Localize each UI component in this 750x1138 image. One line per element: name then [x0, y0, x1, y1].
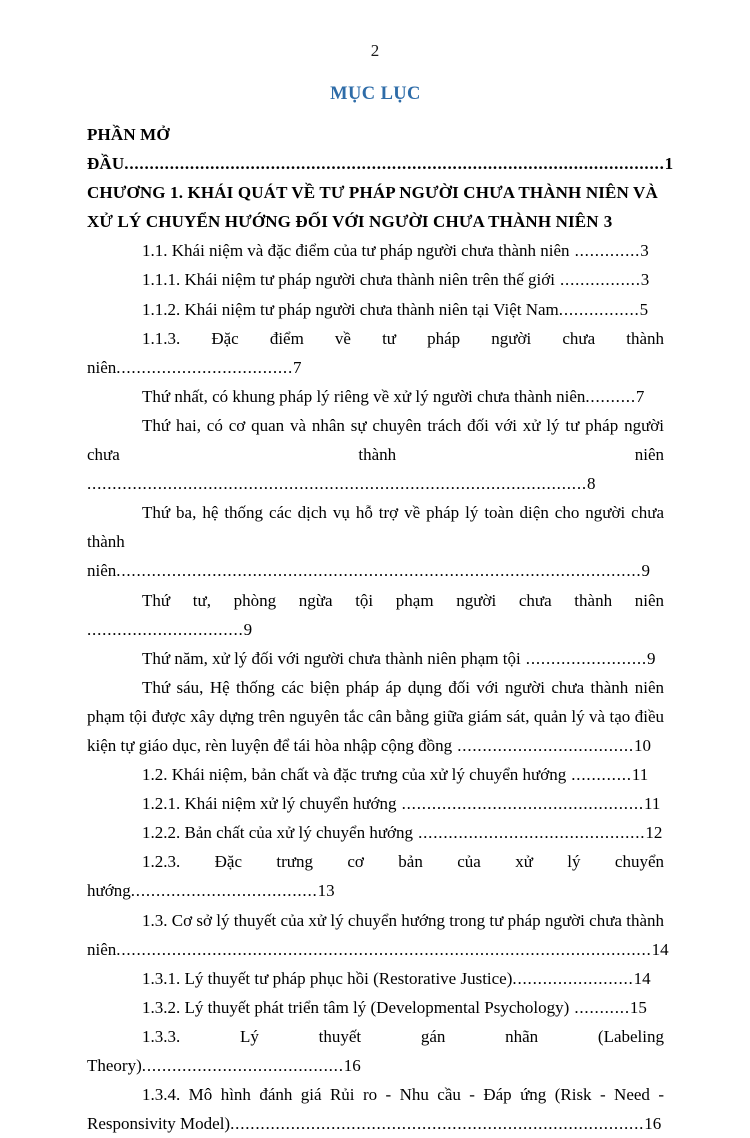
toc-entry[interactable]	[87, 411, 664, 498]
toc-entry[interactable]	[87, 964, 664, 993]
toc-dot-leader: .............	[569, 241, 641, 261]
toc-dot-leader: ...................................	[452, 735, 634, 755]
toc-page-number: 12	[645, 823, 663, 843]
toc-entry[interactable]	[87, 586, 664, 644]
toc-page-number: 7	[635, 386, 645, 406]
toc-entry[interactable]	[87, 993, 664, 1022]
toc-entry[interactable]	[87, 1080, 664, 1138]
toc-page-number: 9	[243, 619, 253, 639]
toc-entry[interactable]	[87, 644, 664, 673]
toc-entry-label: 1.1. Khái niệm và đặc điểm của tư pháp người chưa thành niên	[142, 241, 570, 261]
page-number-folio: 2	[370, 41, 380, 60]
toc-page-number: 1	[664, 154, 674, 174]
toc-page-number: 7	[293, 357, 302, 377]
toc-dot-leader: ...........................................................................................................	[124, 154, 665, 174]
toc-page-number: 16	[644, 1114, 662, 1134]
toc-dot-leader: ...................................................................................................	[87, 474, 587, 494]
toc-entry-label: CHƯƠNG 1. KHÁI QUÁT VỀ TƯ PHÁP NGƯỜI CHƯA THÀNH NIÊN VÀ XỬ LÝ CHUYỂN HƯỚNG ĐỐI VỚI NGƯỜI CHƯA THÀNH NIÊN	[87, 183, 658, 232]
toc-entry[interactable]	[87, 324, 664, 382]
toc-entry[interactable]	[87, 818, 664, 847]
toc-entry[interactable]	[87, 295, 664, 324]
toc-page-number: 3	[640, 241, 649, 261]
toc-entry-label: 1.2.2. Bản chất của xử lý chuyển hướng	[142, 823, 414, 843]
toc-content	[87, 82, 674, 1138]
toc-entry[interactable]	[87, 236, 664, 265]
toc-dot-leader: ................	[554, 270, 641, 290]
toc-entry-label: 1.2.3. Đặc trưng cơ bản của xử lý chuyển hướng	[87, 852, 664, 901]
toc-dot-leader: ........................................	[141, 1056, 344, 1075]
toc-page-number: 14	[651, 939, 669, 959]
toc-entry-label: Thứ tư, phòng ngừa tội phạm người chưa thành niên	[142, 590, 664, 610]
toc-entry-label: 1.2.1. Khái niệm xử lý chuyển hướng	[142, 794, 397, 814]
toc-dot-leader: ..................................................................................	[230, 1114, 645, 1134]
toc-entry-label: 1.3.1. Lý thuyết tư pháp phục hồi (Restorative Justice)	[142, 968, 513, 988]
toc-entry-label: Thứ năm, xử lý đối với người chưa thành niên phạm tội	[142, 648, 521, 668]
toc-entry[interactable]	[87, 673, 664, 760]
toc-entry-label: 1.1.2. Khái niệm tư pháp người chưa thành niên tại Việt Nam	[142, 299, 559, 319]
toc-entry-label: Thứ ba, hệ thống các dịch vụ hỗ trợ về pháp lý toàn diện cho người chưa thành niên	[87, 503, 664, 581]
toc-page-number: 10	[633, 735, 651, 755]
toc-dot-leader: .....................................	[130, 881, 318, 901]
toc-entry[interactable]	[87, 906, 669, 964]
toc-dot-leader: ...............................	[87, 619, 244, 639]
toc-entry-label: Thứ nhất, có khung pháp lý riêng về xử lý người chưa thành niên	[142, 386, 586, 406]
toc-entry-label: 1.1.3. Đặc điểm về tư pháp người chưa thành niên	[87, 328, 664, 377]
toc-entry-label: Thứ hai, có cơ quan và nhân sự chuyên trách đối với xử lý tư pháp người chưa thành niên	[87, 415, 664, 465]
toc-entry-label: 1.3. Cơ sở lý thuyết của xử lý chuyển hướng trong tư pháp người chưa thành niên	[87, 910, 664, 959]
toc-page-number: 13	[317, 881, 335, 901]
toc-dot-leader: ...................................	[116, 357, 294, 377]
toc-page-number: 16	[343, 1056, 361, 1075]
toc-dot-leader: .............................................	[413, 823, 646, 843]
toc-entry[interactable]	[87, 382, 664, 411]
toc-page-number: 8	[586, 474, 596, 494]
toc-page-number: 3	[640, 270, 650, 290]
toc-page-number: 5	[639, 299, 649, 319]
toc-dot-leader: ........................	[520, 648, 647, 668]
toc-dot-leader: ..........	[585, 386, 636, 406]
toc-entry[interactable]	[87, 265, 664, 294]
toc-entry[interactable]	[87, 178, 664, 236]
toc-dot-leader: ........................	[512, 968, 634, 988]
toc-entry-label: 1.3.4. Mô hình đánh giá Rủi ro - Nhu cầu - Đáp ứng (Risk - Need - Responsivity Model)	[87, 1085, 664, 1134]
toc-page-number: 9	[646, 648, 656, 668]
toc-dot-leader: ................................................	[396, 794, 644, 814]
toc-page-number: 3	[603, 212, 613, 232]
page-title: MỤC LỤC	[330, 84, 421, 104]
toc-entry-label: 1.2. Khái niệm, bản chất và đặc trưng của xử lý chuyển hướng	[142, 765, 567, 785]
toc-entry-label: 1.3.2. Lý thuyết phát triển tâm lý (Developmental Psychology)	[142, 997, 570, 1017]
toc-page-number: 9	[641, 561, 650, 581]
toc-dot-leader: ............	[566, 765, 632, 785]
toc-entry[interactable]	[87, 120, 674, 178]
toc-entry[interactable]	[87, 1022, 664, 1080]
toc-entry[interactable]	[87, 498, 664, 585]
toc-page-number: 15	[629, 997, 647, 1017]
toc-page-number: 11	[631, 765, 649, 785]
toc-entry[interactable]	[87, 847, 664, 905]
toc-entry-label: 1.1.1. Khái niệm tư pháp người chưa thành niên trên thế giới	[142, 270, 555, 290]
toc-dot-leader: ...........	[569, 997, 630, 1017]
toc-page-number: 14	[633, 968, 651, 988]
toc-dot-leader: ..........................................................................................................	[116, 939, 652, 959]
toc-entry[interactable]	[87, 760, 664, 789]
toc-dot-leader: ........................................................................................................	[116, 561, 642, 581]
toc-page-number: 11	[643, 794, 661, 814]
toc-entry-label: Thứ sáu, Hệ thống các biện pháp áp dụng đối với người chưa thành niên phạm tội được xây dựng trên nguyên tắc cân bằng giữa giám sát, quản lý và tạo điều kiện tự giáo dục, rèn luyện để tái hòa nhập cộng đồng	[87, 677, 664, 755]
toc-entry-label: 1.3.3. Lý thuyết gán nhãn (Labeling Theory)	[87, 1026, 664, 1075]
toc-entry[interactable]	[87, 789, 664, 818]
toc-entry-label: PHẦN MỞ ĐẦU	[87, 125, 170, 174]
toc-dot-leader: ................	[558, 299, 640, 319]
toc-entry-list	[87, 120, 674, 1138]
